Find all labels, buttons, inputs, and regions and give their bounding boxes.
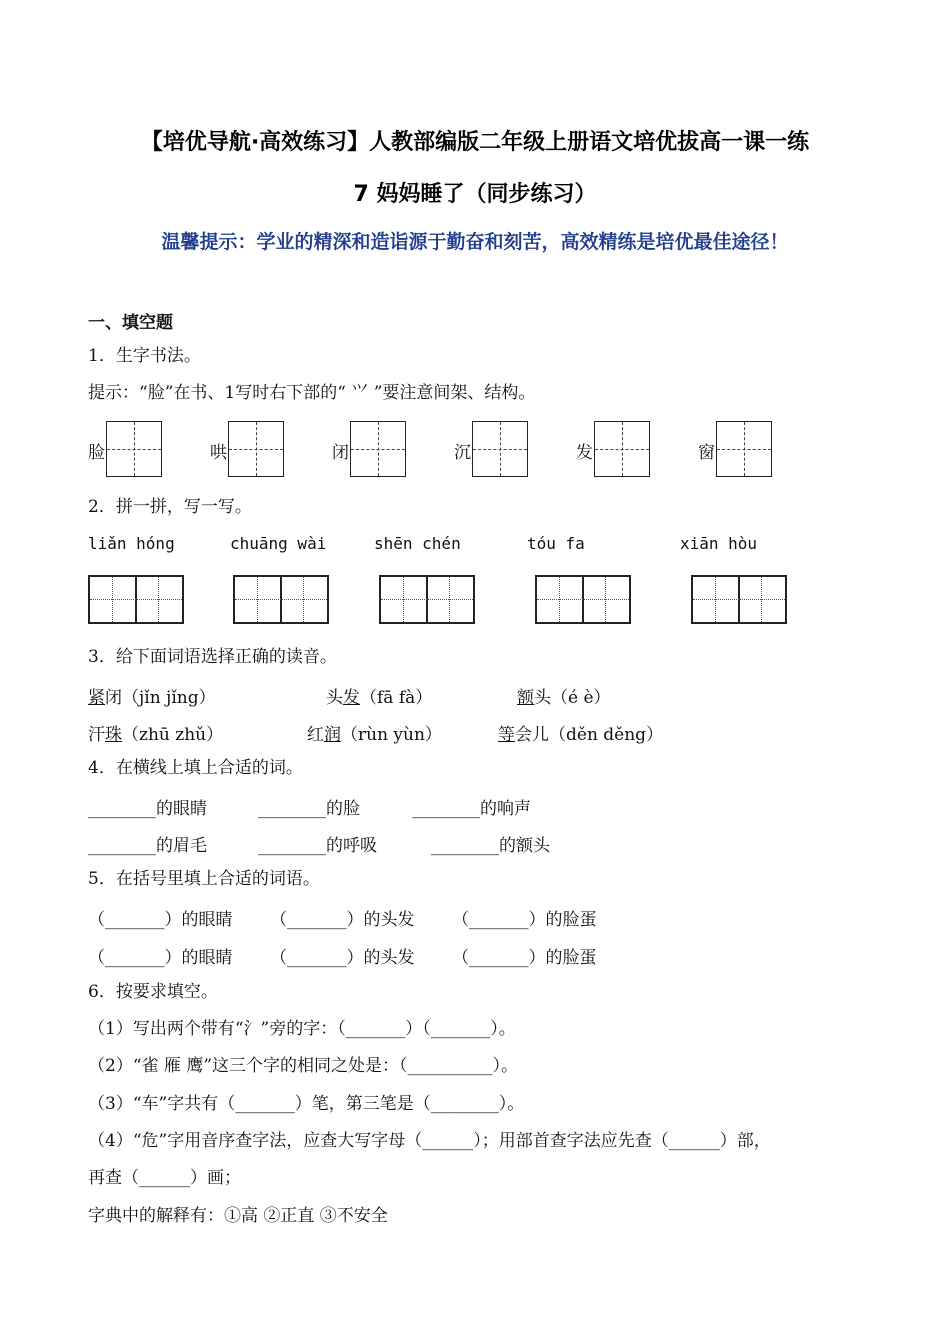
fill-blank[interactable]: （_______）的脸蛋 (452, 910, 597, 930)
question-6-item[interactable]: （2）“雀 雁 鹰”这三个字的相同之处是：（__________）。 (88, 1056, 519, 1076)
pinyin-label: liǎn hóng (88, 534, 175, 553)
question-6-item: 字典中的解释有：①高 ②正直 ③不安全 (88, 1206, 388, 1226)
fill-blank[interactable]: （_______）的头发 (270, 948, 415, 968)
reading-choice: 红润（rùn yùn） (307, 725, 442, 745)
writing-grid[interactable] (233, 575, 329, 624)
question-6-item[interactable]: （1）写出两个带有“氵”旁的字：（_______）（_______）。 (88, 1019, 516, 1039)
writing-grid[interactable] (691, 575, 787, 624)
fill-blank[interactable]: ________的眉毛 (88, 836, 207, 856)
question-6-item[interactable]: （3）“车”字共有（_______）笔，第三笔是（________）。 (88, 1094, 525, 1114)
section-heading: 一、填空题 (88, 313, 173, 333)
tianzige-box[interactable] (716, 421, 772, 477)
fill-blank[interactable]: ________的脸 (258, 799, 360, 819)
question-3-title: 3．给下面词语选择正确的读音。 (88, 647, 337, 667)
question-2-title: 2．拼一拼，写一写。 (88, 497, 252, 517)
question-6-item[interactable]: （4）“危”字用音序查字法，应查大写字母（______）；用部首查字法应先查（______）部， (88, 1131, 771, 1151)
question-4-title: 4．在横线上填上合适的词。 (88, 758, 303, 778)
writing-grid[interactable] (535, 575, 631, 624)
pinyin-label: xiān hòu (680, 534, 758, 553)
fill-blank[interactable]: （_______）的眼睛 (88, 910, 233, 930)
pinyin-label: tóu fa (527, 534, 585, 553)
tianzige-char: 窗 (698, 443, 715, 463)
tianzige-box[interactable] (472, 421, 528, 477)
writing-grid[interactable] (379, 575, 475, 624)
tianzige-char: 哄 (210, 443, 227, 463)
document-title: 【培优导航·高效练习】人教部编版二年级上册语文培优拔高一课一练 (140, 130, 810, 155)
fill-blank[interactable]: （_______）的头发 (270, 910, 415, 930)
tianzige-box[interactable] (228, 421, 284, 477)
fill-blank[interactable]: ________的响声 (412, 799, 531, 819)
tianzige-char: 沉 (454, 443, 471, 463)
reading-choice: 额头（é è） (517, 688, 611, 708)
fill-blank[interactable]: （_______）的眼睛 (88, 948, 233, 968)
tianzige-char: 脸 (88, 443, 105, 463)
reading-choice: 紧闭（jǐn jǐng） (88, 688, 216, 708)
pinyin-label: chuāng wài (230, 534, 327, 553)
question-1-hint: 提示：“脸”在书、1写时右下部的“ ⺍ ”要注意间架、结构。 (88, 383, 536, 403)
tianzige-box[interactable] (106, 421, 162, 477)
question-6-title: 6．按要求填空。 (88, 982, 218, 1002)
reading-choice: 汗珠（zhū zhǔ） (88, 725, 224, 745)
fill-blank[interactable]: ________的眼睛 (88, 799, 207, 819)
tianzige-char: 闭 (332, 443, 349, 463)
question-1-title: 1．生字书法。 (88, 346, 201, 366)
pinyin-label: shēn chén (374, 534, 461, 553)
fill-blank[interactable]: ________的额头 (431, 836, 550, 856)
reading-choice: 头发（fā fà） (326, 688, 433, 708)
tip-text: 温馨提示：学业的精深和造诣源于勤奋和刻苦，高效精练是培优最佳途径！ (161, 231, 789, 253)
fill-blank[interactable]: （_______）的脸蛋 (452, 948, 597, 968)
lesson-title: 7 妈妈睡了（同步练习） (353, 182, 597, 207)
tianzige-box[interactable] (594, 421, 650, 477)
reading-choice: 等会儿（děn děng） (498, 725, 664, 745)
tianzige-char: 发 (576, 443, 593, 463)
question-5-title: 5．在括号里填上合适的词语。 (88, 869, 320, 889)
tianzige-box[interactable] (350, 421, 406, 477)
writing-grid[interactable] (88, 575, 184, 624)
fill-blank[interactable]: ________的呼吸 (258, 836, 377, 856)
question-6-item[interactable]: 再查（______）画； (88, 1168, 241, 1188)
